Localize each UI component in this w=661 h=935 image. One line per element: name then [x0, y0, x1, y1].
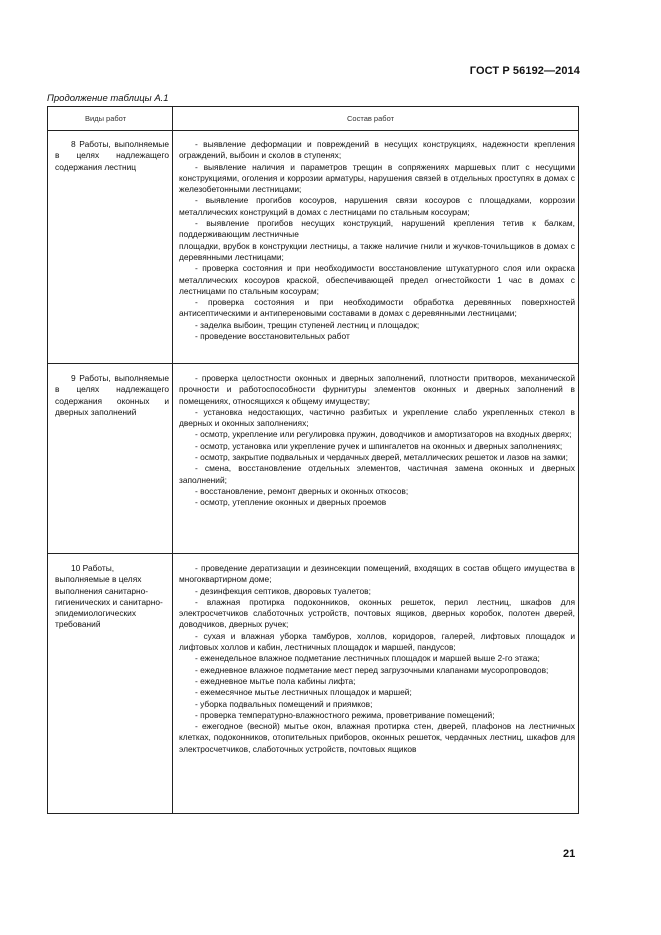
list-item: - уборка подвальных помещений и приямков;: [195, 698, 373, 709]
list-item: - осмотр, закрытие подвальных и чердачных дверей, металлических решеток и лазов на замки;: [195, 452, 568, 463]
header-divider: [47, 130, 579, 131]
row-divider: [47, 363, 579, 364]
table-caption: Продолжение таблицы А.1: [47, 93, 169, 104]
list-item: - выявление наличия и параметров трещин в сопряжениях маршевых плит с несущими конструкциями, оголения и коррозии арматуры, нарушения связей в отдельных проступях в домах с железобетонными лестницами;: [179, 161, 575, 195]
list-item: - проверка состояния и при необходимости обработка деревянных поверхностей антисептическими и антипереновыми составами в домах с деревянными лестницами;: [179, 297, 575, 319]
list-item: - выявление деформации и повреждений в несущих конструкциях, надежности крепления ограждений, выбоин и сколов в ступенях;: [179, 139, 575, 161]
list-item: - смена, восстановление отдельных элементов, частичная замена оконных и дверных заполнений;: [179, 463, 575, 485]
list-item: - ежегодное (весной) мытье окон, влажная протирка стен, дверей, плафонов на лестничных клетках, подоконников, отопительных приборов, оконных решеток, чердачных лестниц, шкафов для электросчетчиков, слаботочных устройств, почтовых ящиков: [179, 721, 575, 754]
list-item: - влажная протирка подоконников, оконных решеток, перил лестниц, шкафов для электросчетчиков слаботочных устройств, почтовых ящиков, дверных коробок, полотен дверей, доводчиков, дверных ручек;: [179, 596, 575, 630]
list-item: - еженедельное влажное подметание лестничных площадок и маршей выше 2-го этажа;: [195, 653, 540, 664]
row-divider: [47, 553, 579, 554]
list-item: - осмотр, утепление оконных и дверных проемов: [195, 497, 387, 508]
list-item: - дезинфекция септиков, дворовых туалетов;: [195, 585, 371, 596]
row-8-work-type: [55, 139, 169, 173]
table-border-left: [47, 107, 48, 813]
list-item: - ежедневное влажное подметание мест перед загрузочными клапанами мусоропроводов;: [195, 664, 549, 675]
row-10-work-text: 10 Работы, выполняемые в целях выполнения санитарно-гигиенических и санитарно-эпидемиологических требований: [55, 563, 163, 630]
column-header-work-type: Виды работ: [85, 114, 127, 123]
list-item: - проведение восстановительных работ: [195, 331, 350, 342]
row-8-work-content: [179, 139, 575, 342]
table-column-divider: [172, 107, 173, 813]
list-item: - осмотр, установка или укрепление ручек и шпингалетов на оконных и дверных заполнениях;: [195, 440, 563, 451]
works-table: [47, 106, 579, 814]
row-8-work-text: 8 Работы, выполняемые в целях надлежащего содержания лестниц: [55, 139, 169, 172]
list-item: - восстановление, ремонт дверных и оконных откосов;: [195, 485, 409, 496]
column-header-work-content: Состав работ: [347, 114, 395, 123]
row-9-work-type: [55, 373, 169, 418]
row-10-work-type: [55, 563, 169, 631]
row-9-work-content: [179, 373, 575, 509]
row-10-work-content: [179, 563, 575, 755]
list-item: - проверка целостности оконных и дверных заполнений, плотности притворов, механической прочности и работоспособности фурнитуры элементов оконных и дверных заполнений в помещениях, относящихся к общему имуществу;: [179, 373, 575, 406]
list-item: - выявление прогибов косоуров, нарушения связи косоуров с площадками, коррозии металлических конструкций в домах с лестницами по стальным косоурам;: [179, 195, 575, 217]
list-item: - ежемесячное мытье лестничных площадок и маршей;: [195, 687, 412, 698]
list-item: - осмотр, укрепление или регулировка пружин, доводчиков и амортизаторов на входных дверях;: [195, 429, 572, 440]
list-item: - проведение дератизации и дезинсекции помещений, входящих в состав общего имущества в многоквартирном доме;: [179, 563, 575, 585]
page-number: 21: [563, 848, 576, 860]
list-item: - сухая и влажная уборка тамбуров, холлов, коридоров, галерей, лифтовых площадок и лифтовых холлов и кабин, лестничных площадок и маршей, пандусов;: [179, 630, 575, 653]
document-code: ГОСТ Р 56192—2014: [469, 65, 580, 77]
list-item: - установка недостающих, частично разбитых и укрепление слабо укрепленных стекол в дверных и оконных заполнениях;: [179, 406, 575, 429]
list-item: - заделка выбоин, трещин ступеней лестниц и площадок;: [195, 319, 420, 330]
row-9-work-text: 9 Работы, выполняемые в целях надлежащего содержания оконных и дверных заполнений: [55, 373, 169, 417]
list-item: - выявление прогибов несущих конструкций, нарушений крепления тетив к балкам, поддерживающим лестничные: [179, 218, 575, 240]
table-border-right: [578, 107, 579, 813]
list-item: - проверка состояния и при необходимости восстановление штукатурного слоя или окраска металлических косоуров краской, обеспечивающей предел огнестойкости 1 час в домах с лестницами по стальным косоурам;: [179, 263, 575, 296]
list-item: площадки, врубок в конструкции лестницы, а также наличие гнили и жучков-точильщиков в домах с деревянными лестницами;: [179, 240, 575, 262]
list-item: - проверка температурно-влажностного режима, проветривание помещений;: [195, 709, 495, 720]
list-item: - ежедневное мытье пола кабины лифта;: [195, 675, 356, 686]
